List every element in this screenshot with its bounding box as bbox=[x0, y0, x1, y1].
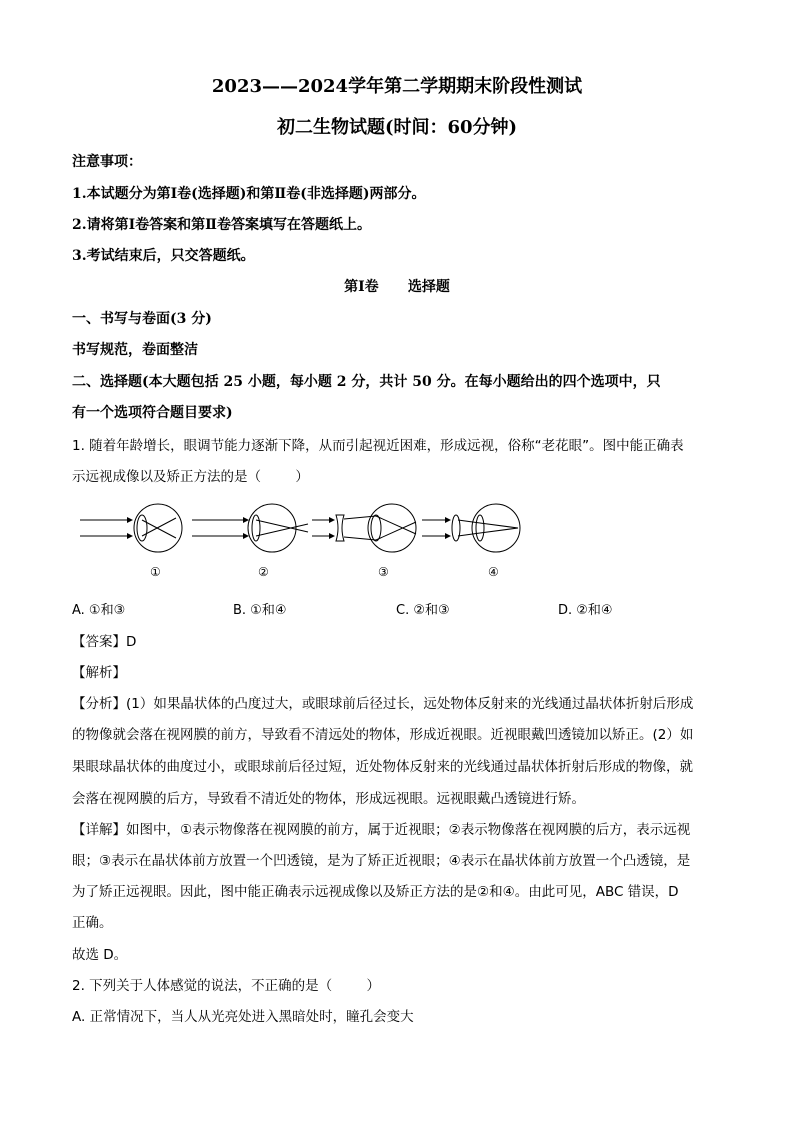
notes-item-1: 1.本试题分为第Ⅰ卷(选择题)和第Ⅱ卷(非选择题)两部分。 bbox=[72, 186, 426, 202]
part1-text: 书写规范，卷面整洁 bbox=[72, 342, 198, 358]
q1-eye-figures bbox=[72, 502, 532, 582]
q1-answer bbox=[72, 630, 136, 650]
answer-tag: 【答案】 bbox=[72, 634, 126, 650]
figure-label-1: ① bbox=[150, 565, 161, 579]
figure-label-3: ③ bbox=[378, 565, 389, 579]
q1-option-b: B. ①和④ bbox=[233, 603, 287, 618]
figure-label-4: ④ bbox=[488, 565, 499, 579]
analysis-line-3: 果眼球晶状体的曲度过小，或眼球前后径过短，近处物体反射来的光线通过晶状体折射后形成的物像，就 bbox=[72, 759, 693, 775]
detail-line-1: 【详解】如图中，①表示物像落在视网膜的前方，属于近视眼；②表示物像落在视网膜的后方，表示远视 bbox=[72, 822, 691, 838]
q1-stem-line1: 1. 随着年龄增长，眼调节能力逐渐下降，从而引起视近困难，形成远视，俗称“老花眼”。图中能正确表 bbox=[72, 438, 684, 454]
detail-line-2: 眼；③表示在晶状体前方放置一个凹透镜，是为了矫正近视眼；④表示在晶状体前方放置一个凸透镜，是 bbox=[72, 853, 691, 869]
eye-figure-1 bbox=[80, 504, 182, 579]
figure-label-2: ② bbox=[258, 565, 269, 579]
q1-conclusion: 故选 D。 bbox=[72, 947, 128, 963]
part2-heading-line1: 二、选择题(本大题包括 25 小题，每小题 2 分，共计 50 分。在每小题给出的四个选项中，只 bbox=[72, 374, 661, 390]
notes-item-3: 3.考试结束后，只交答题纸。 bbox=[72, 248, 255, 264]
section-title: 第Ⅰ卷 选择题 bbox=[344, 279, 450, 295]
eye-figure-4 bbox=[422, 504, 520, 579]
q2-option-a: A. 正常情况下，当人从光亮处进入黑暗处时，瞳孔会变大 bbox=[72, 1009, 414, 1025]
detail-line-3: 为了矫正远视眼。因此，图中能正确表示远视成像以及矫正方法的是②和④。由此可见，ABC 错误，D bbox=[72, 884, 679, 900]
q2-stem: 2. 下列关于人体感觉的说法，不正确的是（ ） bbox=[72, 978, 381, 994]
eye-figure-3 bbox=[312, 504, 416, 579]
notes-item-2: 2.请将第Ⅰ卷答案和第Ⅱ卷答案填写在答题纸上。 bbox=[72, 217, 371, 233]
exam-title: 2023——2024学年第二学期期末阶段性测试 bbox=[211, 76, 583, 97]
q1-analysis-tag: 【解析】 bbox=[72, 665, 126, 681]
analysis-line-4: 会落在视网膜的后方，导致看不清近处的物体，形成远视眼。远视眼戴凸透镜进行矫。 bbox=[72, 791, 585, 807]
eye-figure-2 bbox=[192, 504, 308, 579]
q1-option-d: D. ②和④ bbox=[558, 603, 613, 618]
analysis-line-2: 的物像就会落在视网膜的前方，导致看不清远处的物体，形成近视眼。近视眼戴凹透镜加以矫正。(2）如 bbox=[72, 727, 694, 743]
q1-stem-line2: 示远视成像以及矫正方法的是（ ） bbox=[72, 469, 309, 485]
q1-option-a: A. ①和③ bbox=[72, 603, 126, 618]
q1-option-c: C. ②和③ bbox=[396, 603, 450, 618]
exam-subtitle: 初二生物试题(时间：60分钟) bbox=[276, 117, 518, 138]
answer-value: D bbox=[126, 634, 137, 650]
detail-line-4: 正确。 bbox=[72, 915, 113, 931]
part2-heading-line2: 有一个选项符合题目要求) bbox=[72, 405, 233, 421]
analysis-line-1: 【分析】(1）如果晶状体的凸度过大，或眼球前后径过长，远处物体反射来的光线通过晶状体折射后形成 bbox=[72, 696, 694, 712]
notes-heading: 注意事项： bbox=[72, 154, 142, 170]
part1-heading: 一、书写与卷面(3 分) bbox=[72, 311, 212, 327]
